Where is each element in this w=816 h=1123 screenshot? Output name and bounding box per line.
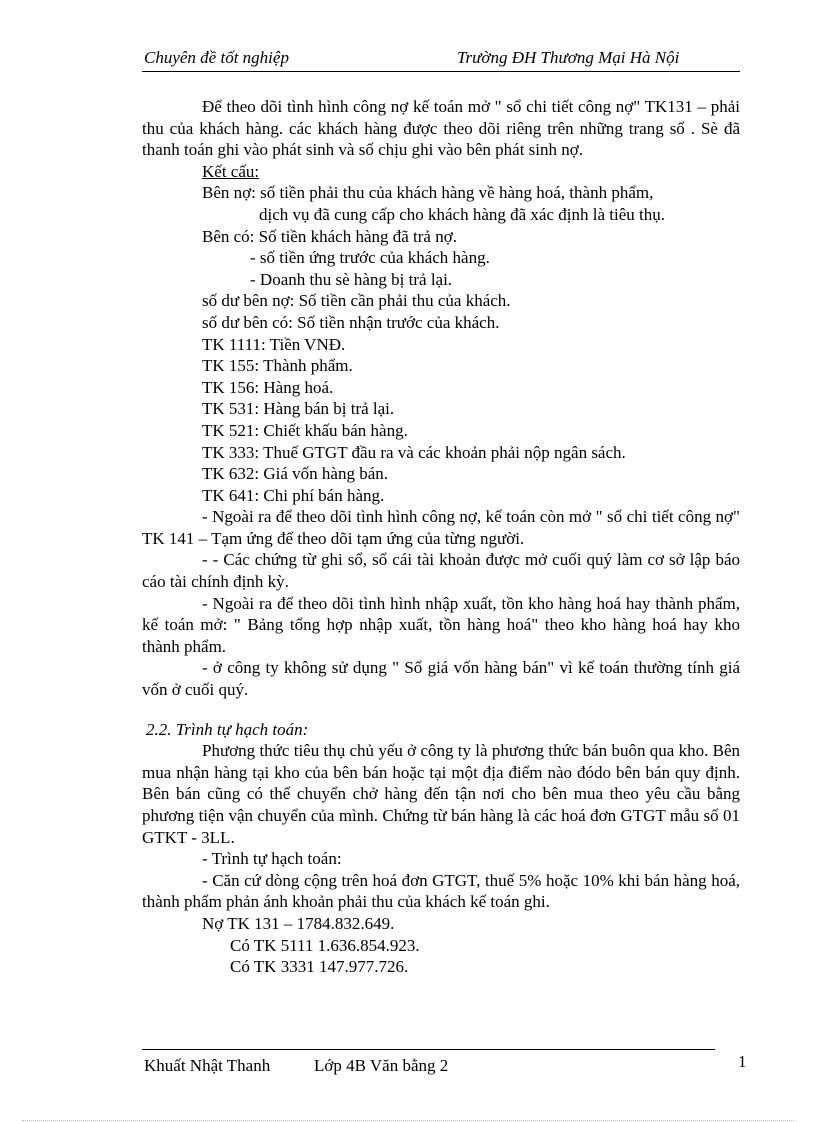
entry-co-line-1: Có TK 5111 1.636.854.923. (230, 935, 420, 955)
page-number: 1 (738, 1052, 747, 1071)
trinh-tu-line: - Trình tự hạch toán: (202, 849, 342, 869)
header-left-title: Chuyên đề tốt nghiệp (144, 48, 289, 67)
tk-line: TK 521: Chiết khấu bán hàng. (202, 420, 408, 440)
tk-line: TK 531: Hàng bán bị trả lại. (202, 399, 395, 419)
paragraph-chung-tu: - - Các chứng từ ghi sổ, sổ cái tài khoản được mở cuối quý làm cơ sở lập báo cáo tài chính định kỳ. (142, 550, 740, 592)
entry-co-line-2: Có TK 3331 147.977.726. (230, 957, 409, 977)
paragraph-cong-no-141: - Ngoài ra để theo dõi tình hình công nợ, kế toán còn mở " sổ chi tiết công nợ" TK 141 – Tạm ứng để theo dõi tạm ứng của từng người. (142, 507, 740, 548)
so-du-no-line: số dư bên nợ: Số tiền cần phải thu của khách. (202, 291, 511, 311)
paragraph-nhap-xuat: - Ngoài ra để theo dõi tình hình nhập xuất, tồn kho hàng hoá hay thành phẩm, kế toán mở: " Bảng tổng hợp nhập xuất, tồn hàng hoá" theo kho hàng hoá hay kho thành phẩm. (142, 593, 740, 656)
tk-line: TK 156: Hàng hoá. (202, 377, 334, 397)
ben-co-line: Bên có: Số tiền khách hàng đã trả nợ. (202, 226, 457, 246)
ben-no-line-2: dịch vụ đã cung cấp cho khách hàng đã xác định là tiêu thụ. (259, 204, 665, 224)
tk-line: TK 632: Giá vốn hàng bán. (202, 464, 389, 484)
page-header (142, 48, 740, 70)
ket-cau-heading (142, 161, 740, 183)
document-body (142, 96, 740, 978)
paragraph-can-cu: - Căn cứ dòng cộng trên hoá đơn GTGT, thuế 5% hoặc 10% khi bán hàng hoá, thành phẩm phản ánh khoản phải thu của khách kế toán ghi. (142, 870, 740, 912)
tk-line: TK 333: Thuế GTGT đầu ra và các khoản phải nộp ngân sách. (202, 442, 626, 462)
tk-line: TK 641: Chi phí bán hàng. (202, 485, 385, 505)
footer-author: Khuất Nhật Thanh (144, 1056, 271, 1075)
paragraph-intro: Để theo dõi tình hình công nợ kế toán mở " sổ chi tiết công nợ" TK131 – phải thu của khách hàng. các khách hàng được theo dõi riêng trên những trang sổ . Sè đã thanh toán ghi vào phát sinh và số chịu ghi vào bên phát sinh nợ. (142, 97, 740, 160)
so-du-co-line: số dư bên có: Số tiền nhận trước của khách. (202, 312, 500, 332)
tk-line: TK 155: Thành phẩm. (202, 356, 353, 376)
entry-no-line: Nợ TK 131 – 1784.832.649. (202, 913, 395, 933)
ket-cau-label: Kết cấu: (202, 161, 260, 181)
ben-co-item-a: - số tiền ứng trước của khách hàng. (250, 248, 490, 268)
ben-no-line-1: Bên nợ: số tiền phải thu của khách hàng về hàng hoá, thành phẩm, (202, 183, 654, 203)
tk-line: TK 1111: Tiền VNĐ. (202, 334, 346, 354)
footer-class: Lớp 4B Văn bằng 2 (314, 1056, 449, 1075)
paragraph-phuong-thuc: Phương thức tiêu thụ chủ yếu ở công ty là phương thức bán buôn qua kho. Bên mua nhận hàng tại kho của bên bán hoặc tại một địa điểm nào đódo bên bán quy định. Bên bán cũng có thể chuyển chở hàng đến tận nơi cho bên mua theo yêu cầu bằng phương tiện vận chuyển của mình. Chứng từ bán hàng là các hoá đơn GTGT mẫu số 01 GTKT - 3LL. (142, 741, 740, 847)
section-heading: 2.2. Trình tự hạch toán: (146, 719, 309, 739)
paragraph-gia-von: - ở công ty không sử dụng " Sổ giá vốn hàng bán" vì kế toán thường tính giá vốn ở cuối quý. (142, 658, 740, 700)
page-bottom-dotted-border (22, 1120, 794, 1121)
header-rule (142, 71, 740, 72)
footer-rule (142, 1049, 715, 1050)
ben-co-item-b: - Doanh thu sè hàng bị trả lại. (250, 269, 453, 289)
header-right-title: Trường ĐH Thương Mại Hà Nội (457, 48, 680, 67)
